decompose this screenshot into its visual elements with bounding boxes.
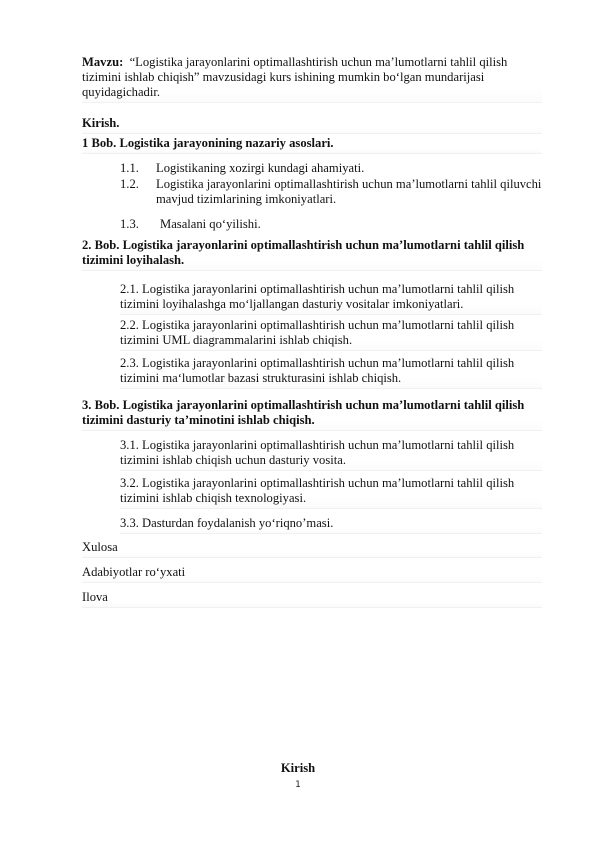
chapter-3-title: 3. Bob. Logistika jarayonlarini optimallashtirish uchun ma’lumotlarni tahlil qilish tizimini dasturiy ta’minotini ishlab chiqish. [82,398,542,431]
item-number: 1.1. [120,161,139,175]
item-text: Logistikaning xozirgi kundagi ahamiyati. [156,161,365,175]
chapter-2-item: 2.2. Logistika jarayonlarini optimallashtirish uchun ma’lumotlarni tahlil qilish tizimini UML diagrammalarini ishlab chiqish. [120,318,542,351]
chapter-2-item: 2.3. Logistika jarayonlarini optimallashtirish uchun ma’lumotlarni tahlil qilish tizimini ma‘lumotlar bazasi strukturasini ishlab chiqish. [120,356,542,389]
chapter-2-title: 2. Bob. Logistika jarayonlarini optimallashtirish uchun ma’lumotlarni tahlil qilish tizimini loyihalash. [82,238,542,271]
next-section-heading: Kirish [280,761,316,775]
chapter-3-item: 3.2. Logistika jarayonlarini optimallashtirish uchun ma’lumotlarni tahlil qilish tizimini ishlab chiqish texnologiyasi. [120,476,542,509]
item-text: Masalani qo‘yilishi. [160,217,261,231]
chapter-1-title: 1 Bob. Logistika jarayonining nazariy asoslari. [82,136,542,154]
kirish-heading: Kirish. [82,116,542,134]
chapter-3-item: 3.1. Logistika jarayonlarini optimallashtirish uchun ma’lumotlarni tahlil qilish tizimini ishlab chiqish uchun dasturiy vosita. [120,438,542,471]
chapter-3-item: 3.3. Dasturdan foydalanish yo‘riqno’masi. [120,516,542,534]
conclusion-line: Xulosa [82,540,542,558]
page-number: 1 [295,780,301,790]
intro-paragraph [82,55,542,103]
intro-label: Mavzu: [82,55,124,69]
chapter-2-item: 2.1. Logistika jarayonlarini optimallashtirish uchun ma’lumotlarni tahlil qilish tizimini loyihalashga mo‘ljallangan dasturiy vositalar imkoniyatlari. [120,282,542,315]
item-text: Logistika jarayonlarini optimallashtirish uchun ma’lumotlarni tahlil qiluvchi mavjud tizimlarining imkoniyatlari. [156,177,542,206]
item-number: 1.2. [120,177,139,191]
item-number: 1.3. [120,217,139,231]
intro-text: “Logistika jarayonlarini optimallashtirish uchun ma’lumotlarni tahlil qilish tizimini ishlab chiqish” mavzusidagi kurs ishining mumkin bo‘lgan mundarijasi quyidagichadir. [82,55,508,99]
bibliography-line: Adabiyotlar ro‘yxati [82,565,542,583]
appendix-line: Ilova [82,590,542,608]
